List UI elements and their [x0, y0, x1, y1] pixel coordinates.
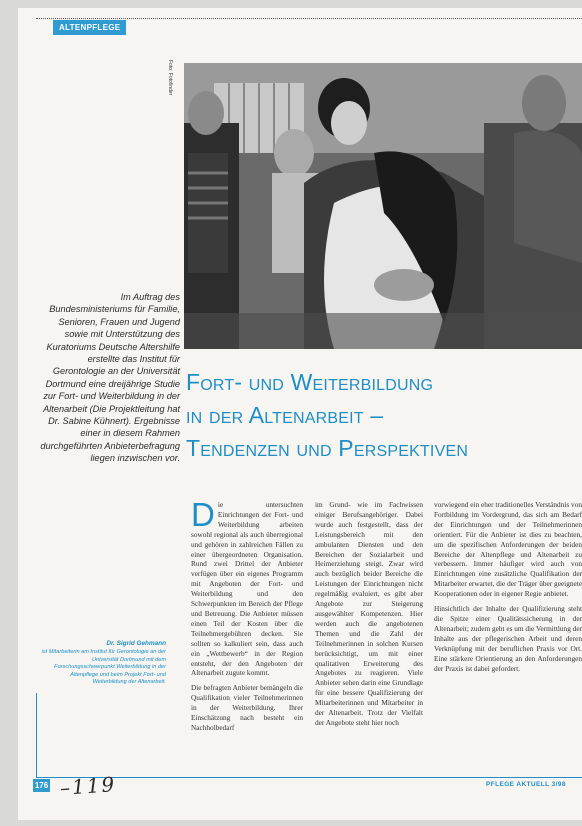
section-tag: ALTENPFLEGE — [53, 20, 126, 35]
body-paragraph — [191, 500, 303, 678]
body-column-1 — [191, 500, 303, 762]
body-column-2 — [315, 500, 423, 762]
author-box — [36, 640, 166, 686]
drop-cap: D — [191, 500, 215, 533]
journal-name: PFLEGE AKTUELL 3/98 — [486, 781, 566, 788]
article-headline — [186, 366, 582, 465]
top-dotted-rule — [36, 18, 582, 19]
headline-line-2: in der Altenarbeit – — [186, 402, 384, 428]
headline-line-3: Tendenzen und Perspektiven — [186, 435, 469, 461]
handwritten-mark — [60, 774, 140, 804]
headline-line-1: Fort- und Weiterbildung — [186, 369, 434, 395]
paragraph-text: ie untersuchten Einrichtungen der Fort- und Weiterbildung arbeiten sowohl regional als auch überregional und gehören in zahlreichen Fällen zu einer übergeordneten Organisation. Rund zwei Drittel der Anbieter verfügen über ein eigenes Programm mit Angeboten der Fort- und Weiterbildung und den Schwerpunkten im Bereich der Pflege und Betreuung. Die Anbieter müssen einen Teil der Kosten über die Teilnehmergebühren decken. Sie sollten so kalkuliert sein, dass auch ein „Wettbewerb“ in der Region entsteht, der den Angeboten der Altenarbeit zugute kommt. — [191, 500, 303, 678]
body-column-3 — [434, 500, 582, 762]
body-paragraph: Die befragten Anbieter bemängeln die Qualifikation vieler Teilnehmerinnen in der Weiterbildung. Ihrer Einschätzung nach besteht ein Nachholbedarf — [191, 683, 303, 732]
photo-credit: Foto: Fotofinder — [167, 60, 173, 96]
lead-text: Im Auftrag des Bundesministeriums für Familie, Senioren, Frauen und Jugend sowie mit Unterstützung des Kuratoriums Deutsche Altershilfe erstellte das Institut für Gerontologie an der Universität Dortmund eine dreijährige Studie zur Fort- und Weiterbildung in der Altenarbeit (Die Projektleitung hat Dr. Sabine Kühnert). Ergebnisse einer in diesem Rahmen durchgeführten Anbieterbefragung liegen inzwischen vor. — [40, 292, 180, 464]
handwritten-number: –119 — [59, 772, 117, 800]
page-number: 176 — [34, 781, 49, 790]
body-paragraph: Hinsichtlich der Inhalte der Qualifizierung steht die Spitze einer Qualitätssicherung in der Altenarbeit; zudem geht es um die Vermittlung der Inhalte aus der pflegerischen Arbeit und deren Verknüpfung mit der beruflichen Praxis vor Ort. Eine stärkere Orientierung an den Anforderungen der Praxis ist dabei gefordert. — [434, 604, 582, 673]
author-name: Dr. Sigrid Gehmann — [106, 640, 166, 647]
photo-illustration-icon — [184, 63, 582, 349]
article-photo — [184, 63, 582, 349]
folio-vertical-rule — [36, 693, 37, 777]
author-bio: ist Mitarbeiterin am Institut für Gerontologie an der Universität Dortmund mit dem Forschungsschwerpunkt Weiterbildung in der Altenpflege und beim Projekt Fort- und Weiterbildung der Altenarbeit. — [41, 649, 166, 686]
body-paragraph: vorwiegend ein eher traditionelles Verständnis von Fortbildung im Vordergrund, das sich am Bedarf der Einrichtungen und der Teilnehmerinnen orientiert. Für die Anbieter ist dies zu beachten, um die spezifischen Anforderungen der beiden Bereiche der Altenpflege und Altenarbeit zu verbessern. Immer häufiger wird auch von Einrichtungen eine zusätzliche Qualifikation der Mitarbeiter erwartet, die der Träger über geeignete Kooperationen oder in eigener Regie anbietet. — [434, 500, 582, 599]
body-paragraph: im Grund- wie im Fachwissen einiger Berufsangehöriger. Dabei wurde auch festgestellt, dass der Leistungsbereich mit den ambulanten Diensten und den Bereichen der Sozialarbeit und Heimerziehung steigt. Zwar wird auch bezüglich beider Bereiche die Leistungen der Einrichtungen nicht regelmäßig evaluiert, es gibt aber Angebote zur Steigerung ausgewählter Kompetenzen. Hier werden auch die angebotenen Themen und die Zahl der Teilnehmerinnen in solchen Kursen berücksichtigt, um mit einer qualitativen Erweiterung des Angebotes zu reagieren. Viele Anbieter sehen darin eine Grundlage für eine bessere Qualifizierung der Mitarbeiterinnen und Mitarbeiter in der Altenarbeit. Trotz der Vielfalt der Angebote steht hier noch — [315, 500, 423, 727]
